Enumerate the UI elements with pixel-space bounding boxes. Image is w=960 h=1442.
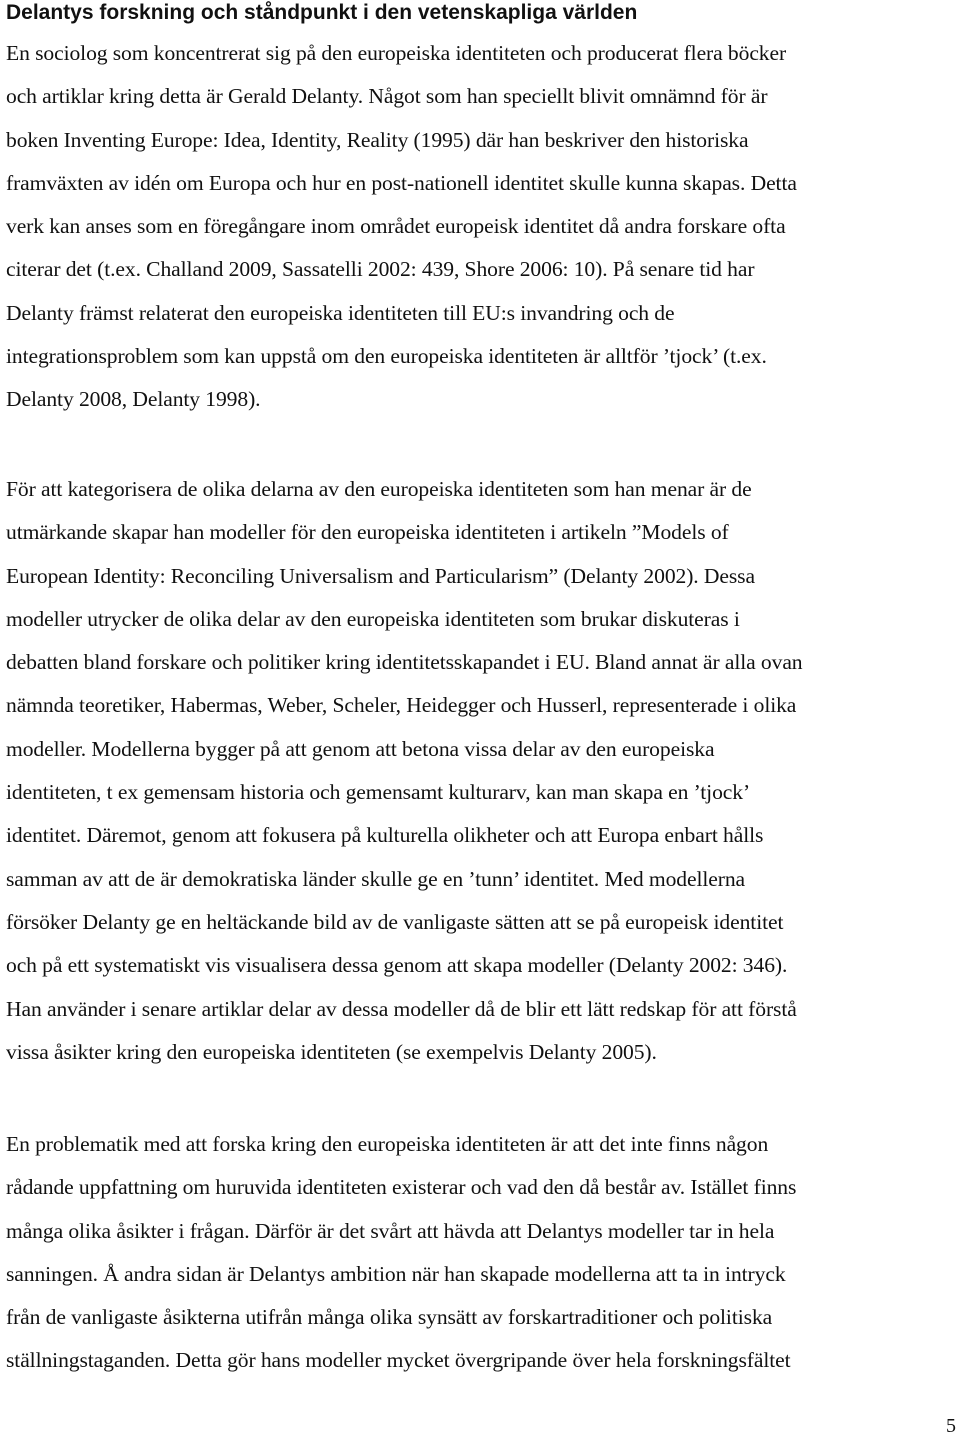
- text-line: Delanty 2008, Delanty 1998).: [6, 387, 261, 412]
- text-line: försöker Delanty ge en heltäckande bild av de vanligaste sätten att se på europeisk identitet: [6, 909, 784, 934]
- text-line: modeller utrycker de olika delar av den europeiska identiteten som brukar diskuteras i: [6, 606, 740, 631]
- paragraph-problematik: [6, 1123, 952, 1383]
- section-heading: Delantys forskning och ståndpunkt i den vetenskapliga världen: [6, 1, 638, 24]
- text-line: För att kategorisera de olika delarna av den europeiska identiteten som han menar är de: [6, 477, 752, 501]
- text-line: samman av att de är demokratiska länder skulle ge en ’tunn’ identitet. Med modellerna: [6, 866, 746, 891]
- text-line: boken Inventing Europe: Idea, Identity, Reality (1995) där han beskriver den historiska: [6, 127, 749, 152]
- text-line: En problematik med att forska kring den europeiska identiteten är att det inte finns någon: [6, 1132, 769, 1156]
- text-line: verk kan anses som en föregångare inom området europeisk identitet då andra forskare ofta: [6, 214, 786, 239]
- text-line: sanningen. Å andra sidan är Delantys ambition när han skapade modellerna att ta in intryck: [6, 1261, 786, 1286]
- paragraph-models: [6, 468, 952, 1074]
- text-line: rådande uppfattning om huruvida identiteten existerar och vad den då består av. Istället finns: [6, 1175, 797, 1200]
- text-line: utmärkande skapar han modeller för den europeiska identiteten i artikeln ”Models of: [6, 520, 729, 545]
- text-line: European Identity: Reconciling Universalism and Particularism” (Delanty 2002). Dessa: [6, 563, 755, 588]
- text-line: identitet. Däremot, genom att fokusera på kulturella olikheter och att Europa enbart hålls: [6, 823, 764, 848]
- text-line: från de vanligaste åsikterna utifrån många olika synsätt av forskartraditioner och politiska: [6, 1305, 773, 1330]
- text-line: ställningstaganden. Detta gör hans modeller mycket övergripande över hela forskningsfältet: [6, 1348, 791, 1373]
- text-line: integrationsproblem som kan uppstå om den europeiska identiteten är alltför ’tjock’ (t.ex.: [6, 344, 767, 369]
- text-line: citerar det (t.ex. Challand 2009, Sassatelli 2002: 439, Shore 2006: 10). På senare tid har: [6, 257, 755, 282]
- text-line: modeller. Modellerna bygger på att genom att betona vissa delar av den europeiska: [6, 736, 715, 761]
- text-line: nämnda teoretiker, Habermas, Weber, Scheler, Heidegger och Husserl, representerade i olika: [6, 693, 797, 718]
- text-line: En sociolog som koncentrerat sig på den europeiska identiteten och producerat flera böcker: [6, 41, 787, 65]
- text-line: debatten bland forskare och politiker kring identitetsskapandet i EU. Bland annat är alla ovan: [6, 650, 803, 675]
- page-number: 5: [946, 1415, 956, 1437]
- paragraph-delanty-intro: [6, 32, 952, 422]
- text-line: identiteten, t ex gemensam historia och gemensamt kulturarv, kan man skapa en ’tjock’: [6, 780, 751, 805]
- text-line: framväxten av idén om Europa och hur en post-nationell identitet skulle kunna skapas. Detta: [6, 170, 797, 195]
- text-line: och på ett systematiskt vis visualisera dessa genom att skapa modeller (Delanty 2002: 346).: [6, 953, 788, 978]
- text-line: Han använder i senare artiklar delar av dessa modeller då de blir ett lätt redskap för att förstå: [6, 996, 797, 1021]
- text-line: och artiklar kring detta är Gerald Delanty. Något som han speciellt blivit omnämnd för är: [6, 84, 768, 109]
- text-line: många olika åsikter i frågan. Därför är det svårt att hävda att Delantys modeller tar in hela: [6, 1218, 775, 1243]
- text-line: vissa åsikter kring den europeiska identiteten (se exempelvis Delanty 2005).: [6, 1039, 657, 1064]
- text-line: Delanty främst relaterat den europeiska identiteten till EU:s invandring och de: [6, 300, 675, 325]
